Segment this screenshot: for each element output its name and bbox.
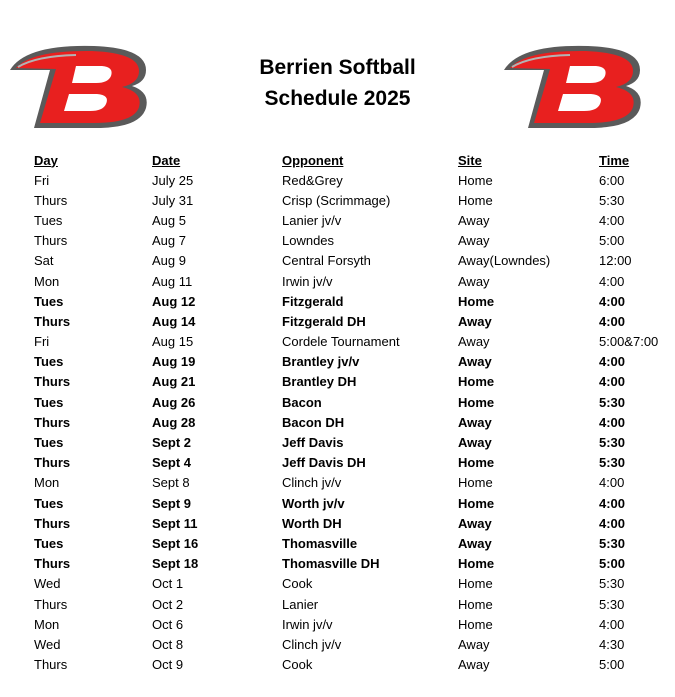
cell-site: Away — [458, 273, 490, 289]
cell-time: 5:00 — [599, 657, 625, 673]
table-row — [34, 291, 675, 311]
cell-site: Home — [458, 596, 493, 612]
cell-date: Oct 2 — [152, 596, 184, 612]
cell-time: 4:00 — [599, 212, 625, 228]
cell-site: Away — [458, 515, 492, 531]
table-row — [34, 311, 675, 331]
cell-site: Away — [458, 535, 492, 551]
cell-date: Aug 7 — [152, 233, 186, 249]
cell-site: Home — [458, 293, 495, 309]
cell-day: Tues — [34, 495, 64, 511]
cell-date: Sept 8 — [152, 475, 190, 491]
column-header-opponent: Opponent — [282, 152, 344, 168]
cell-date: Aug 19 — [152, 354, 196, 370]
table-row — [34, 352, 675, 372]
cell-site: Away — [458, 435, 492, 451]
page-title — [0, 52, 675, 114]
cell-opponent: Worth jv/v — [282, 495, 345, 511]
cell-opponent: Worth DH — [282, 515, 342, 531]
cell-opponent: Cordele Tournament — [282, 334, 400, 350]
cell-time: 4:00 — [599, 293, 626, 309]
cell-site: Away — [458, 636, 490, 652]
cell-opponent: Crisp (Scrimmage) — [282, 192, 391, 208]
table-row — [34, 231, 675, 251]
schedule-body — [34, 170, 675, 675]
table-row — [34, 614, 675, 634]
cell-site: Home — [458, 394, 495, 410]
cell-date: Aug 15 — [152, 334, 194, 350]
cell-date: Aug 12 — [152, 293, 196, 309]
cell-site: Away — [458, 212, 490, 228]
cell-day: Thurs — [34, 556, 71, 572]
cell-day: Tues — [34, 435, 64, 451]
cell-time: 12:00 — [599, 253, 632, 269]
table-row — [34, 554, 675, 574]
cell-date: Sept 9 — [152, 495, 192, 511]
table-row — [34, 473, 675, 493]
cell-day: Thurs — [34, 414, 71, 430]
column-header-date: Date — [152, 152, 181, 168]
cell-opponent: Irwin jv/v — [282, 616, 333, 632]
cell-date: Aug 21 — [152, 374, 196, 390]
cell-day: Tues — [34, 535, 64, 551]
cell-date: Sept 4 — [152, 455, 192, 471]
cell-opponent: Central Forsyth — [282, 253, 371, 269]
cell-site: Home — [458, 556, 495, 572]
cell-day: Wed — [34, 576, 61, 592]
cell-opponent: Brantley jv/v — [282, 354, 360, 370]
table-row — [34, 170, 675, 190]
cell-date: Sept 16 — [152, 535, 199, 551]
cell-time: 5:00 — [599, 233, 625, 249]
cell-time: 4:00 — [599, 495, 626, 511]
cell-day: Thurs — [34, 374, 71, 390]
table-row — [34, 533, 675, 553]
cell-time: 5:00&7:00 — [599, 334, 659, 350]
cell-site: Home — [458, 172, 493, 188]
cell-site: Away — [458, 313, 492, 329]
cell-day: Mon — [34, 475, 60, 491]
cell-date: Aug 9 — [152, 253, 186, 269]
cell-site: Away — [458, 354, 492, 370]
table-row — [34, 432, 675, 452]
table-row — [34, 594, 675, 614]
cell-site: Home — [458, 576, 493, 592]
cell-site: Home — [458, 616, 493, 632]
table-row — [34, 453, 675, 473]
schedule-table — [34, 150, 675, 675]
cell-day: Tues — [34, 212, 63, 228]
cell-time: 4:00 — [599, 374, 626, 390]
cell-time: 4:00 — [599, 616, 625, 632]
cell-day: Thurs — [34, 455, 71, 471]
cell-date: July 31 — [152, 192, 194, 208]
cell-date: Oct 9 — [152, 657, 184, 673]
table-row — [34, 372, 675, 392]
cell-opponent: Lanier jv/v — [282, 212, 342, 228]
cell-site: Home — [458, 192, 493, 208]
cell-time: 4:00 — [599, 313, 626, 329]
cell-date: July 25 — [152, 172, 194, 188]
cell-date: Oct 8 — [152, 636, 184, 652]
cell-opponent: Brantley DH — [282, 374, 357, 390]
cell-day: Thurs — [34, 313, 71, 329]
cell-date: Aug 11 — [152, 273, 193, 289]
cell-date: Aug 28 — [152, 414, 196, 430]
cell-day: Sat — [34, 253, 54, 269]
cell-date: Sept 2 — [152, 435, 192, 451]
cell-day: Thurs — [34, 515, 71, 531]
cell-opponent: Jeff Davis — [282, 435, 344, 451]
table-row — [34, 271, 675, 291]
cell-opponent: Red&Grey — [282, 172, 343, 188]
table-row — [34, 412, 675, 432]
table-row — [34, 634, 675, 654]
column-header-day: Day — [34, 152, 58, 168]
cell-day: Fri — [34, 172, 50, 188]
cell-site: Home — [458, 374, 495, 390]
table-row — [34, 251, 675, 271]
title-line-1: Berrien Softball — [259, 56, 416, 79]
cell-day: Mon — [34, 616, 60, 632]
cell-day: Thurs — [34, 192, 68, 208]
cell-opponent: Lowndes — [282, 233, 335, 249]
column-header-site: Site — [458, 152, 482, 168]
header-row — [34, 150, 675, 170]
cell-day: Thurs — [34, 233, 68, 249]
table-row — [34, 332, 675, 352]
table-row — [34, 513, 675, 533]
cell-day: Tues — [34, 293, 64, 309]
cell-site: Away — [458, 233, 490, 249]
cell-time: 4:00 — [599, 475, 625, 491]
cell-site: Home — [458, 495, 495, 511]
cell-date: Aug 14 — [152, 313, 196, 329]
cell-opponent: Jeff Davis DH — [282, 455, 366, 471]
cell-date: Oct 1 — [152, 576, 184, 592]
cell-opponent: Fitzgerald — [282, 293, 344, 309]
cell-time: 5:00 — [599, 556, 626, 572]
cell-time: 5:30 — [599, 435, 626, 451]
cell-time: 4:00 — [599, 273, 625, 289]
cell-day: Tues — [34, 394, 64, 410]
column-header-time: Time — [599, 152, 630, 168]
cell-site: Home — [458, 475, 493, 491]
cell-day: Tues — [34, 354, 64, 370]
cell-opponent: Cook — [282, 576, 313, 592]
cell-day: Thurs — [34, 596, 68, 612]
cell-site: Away(Lowndes) — [458, 253, 551, 269]
cell-time: 5:30 — [599, 576, 625, 592]
table-row — [34, 392, 675, 412]
cell-opponent: Lanier — [282, 596, 319, 612]
cell-site: Away — [458, 414, 492, 430]
title-line-2: Schedule 2025 — [264, 87, 411, 110]
cell-time: 4:00 — [599, 414, 626, 430]
cell-day: Wed — [34, 636, 61, 652]
cell-opponent: Thomasville DH — [282, 556, 380, 572]
cell-time: 5:30 — [599, 535, 626, 551]
cell-time: 4:30 — [599, 636, 625, 652]
cell-day: Thurs — [34, 657, 68, 673]
cell-date: Sept 11 — [152, 515, 198, 531]
cell-time: 5:30 — [599, 394, 626, 410]
table-row — [34, 655, 675, 675]
cell-site: Away — [458, 334, 490, 350]
cell-date: Sept 18 — [152, 556, 199, 572]
cell-opponent: Cook — [282, 657, 313, 673]
table-row — [34, 210, 675, 230]
table-row — [34, 574, 675, 594]
cell-time: 5:30 — [599, 192, 625, 208]
cell-time: 4:00 — [599, 354, 626, 370]
cell-date: Aug 26 — [152, 394, 196, 410]
cell-opponent: Fitzgerald DH — [282, 313, 366, 329]
table-row — [34, 493, 675, 513]
cell-time: 5:30 — [599, 455, 626, 471]
cell-opponent: Bacon DH — [282, 414, 345, 430]
cell-day: Mon — [34, 273, 60, 289]
cell-opponent: Clinch jv/v — [282, 475, 342, 491]
cell-time: 5:30 — [599, 596, 625, 612]
cell-opponent: Clinch jv/v — [282, 636, 342, 652]
cell-time: 6:00 — [599, 172, 625, 188]
cell-day: Fri — [34, 334, 50, 350]
cell-date: Aug 5 — [152, 212, 186, 228]
cell-site: Away — [458, 657, 490, 673]
cell-site: Home — [458, 455, 495, 471]
table-row — [34, 190, 675, 210]
cell-time: 4:00 — [599, 515, 626, 531]
cell-opponent: Irwin jv/v — [282, 273, 333, 289]
cell-date: Oct 6 — [152, 616, 184, 632]
cell-opponent: Thomasville — [282, 535, 358, 551]
cell-opponent: Bacon — [282, 394, 322, 410]
